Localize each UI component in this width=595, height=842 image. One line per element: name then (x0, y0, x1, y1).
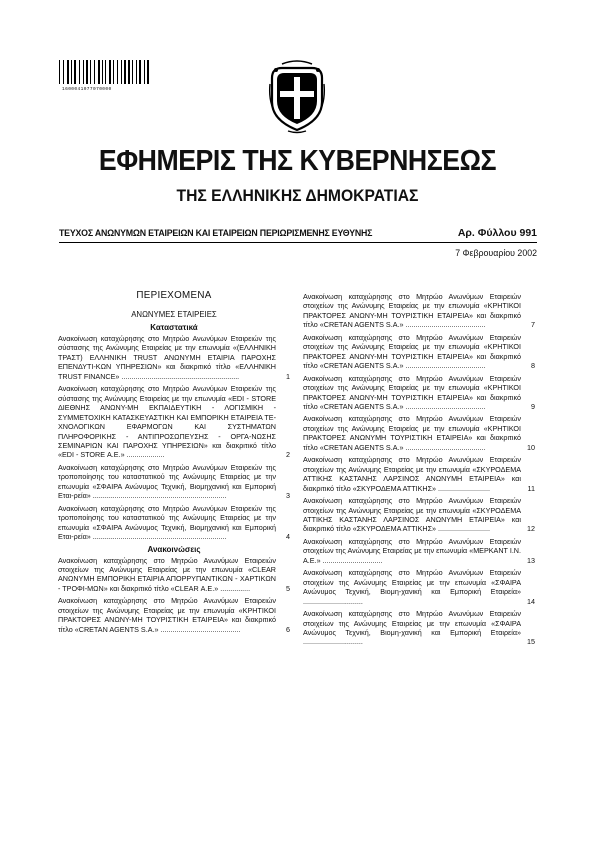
barcode-bar (76, 60, 77, 84)
barcode-bar (105, 60, 106, 84)
issue-bar (59, 228, 537, 243)
barcode-bar (94, 60, 95, 84)
barcode-bar (128, 60, 129, 84)
barcode-bar (134, 60, 135, 84)
toc-entry-text: Ανακοίνωση καταχώρησης στο Μητρώο Ανωνύμων Εταιρειών της σύστασης της Ανώνυμης Εταιρείας με την επωνυμία «EDI - STORE ΔΙΕΘΝΗΣ ΑΝΩΝΥ-ΜΗ ΕΚΠΑΙΔΕΥΤΙΚΗ - ΛΟΓΙΣΜΙΚΗ - ΣΥΜΜΕΤΟΧΙΚΗ ΚΑΤΑΣΚΕΥΑΣΤΙΚΗ ΚΑΙ ΕΜΠΟΡΙΚΗ ΕΤΑΙΡΕΙΑ ΤΕ-ΧΝΟΛΟΓΙΚΩΝ ΕΦΑΡΜΟΓΩΝ ΚΑΙ ΣΥΣΤΗΜΑΤΩΝ ΠΛΗΡΟΦΟΡΙΚΗΣ - ΑΝΤΙΠΡΟΣΩΠΕΥΣΗΣ - ΟΡΓΑ-ΝΩΣΗΣ ΣΕΜΙΝΑΡΙΩΝ ΚΑΙ ΠΑΡΟΧΗΣ ΥΠΗΡΕΣΙΩΝ» και διακριτικό τίτλο «EDI - STORE Α.Ε.» ................... (58, 384, 276, 460)
toc-entry-page: 12 (527, 524, 535, 534)
toc-entry (58, 556, 290, 594)
toc-list (303, 292, 535, 647)
toc-entry-page: 5 (286, 583, 290, 593)
toc-entry-page: 8 (531, 361, 535, 371)
barcode-bar (92, 60, 93, 84)
toc-entry (303, 455, 535, 493)
toc-entry-text: Ανακοίνωση καταχώρησης στο Μητρώο Ανωνύμων Εταιρειών στοιχείων της Ανώνυμης Εταιρείας με την επωνυμία «ΜΕΡΚΑΝΤ Ι.Ν. Α.Ε.» .............................. (303, 536, 521, 565)
barcode-number: 1600041077070000 (62, 87, 112, 92)
barcode-bar (100, 60, 101, 84)
toc-entry-page: 15 (527, 637, 535, 647)
toc-section-heading: ΑΝΩΝΥΜΕΣ ΕΤΑΙΡΕΙΕΣ (131, 310, 217, 319)
toc-entry (58, 334, 290, 381)
toc-entry-text: Ανακοίνωση καταχώρησης στο Μητρώο Ανωνύμων Εταιρειών στοιχείων της Ανώνυμης Εταιρείας με την επωνυμία «ΚΡΗΤΙΚΟΙ ΠΡΑΚΤΟΡΕΣ ΑΝΩΝΥ-ΜΗ ΤΟΥΡΙΣΤΙΚΗ ΕΤΑΙΡΕΙΑ» και διακριτικό τίτλο «CRETAN AGENTS S.A.» ........................................ (303, 292, 521, 330)
toc-entry-text: Ανακοίνωση καταχώρησης στο Μητρώο Ανωνύμων Εταιρειών στοιχείων της Ανώνυμης Εταιρείας με την επωνυμία «ΣΚΥΡΟΔΕΜΑ ΑΤΤΙΚΗΣ ΚΑΣΤΑΝΗΣ ΛΑΡΣΙΝΟΣ ΑΝΩΝΥΜΗ ΕΤΑΙΡΕΙΑ» και διακριτικό τίτλο «ΣΚΥΡΟΔΕΜΑ ΑΤΤΙΚΗΣ» .......................... (303, 455, 521, 493)
toc-entry (58, 384, 290, 460)
toc-entry-text: Ανακοίνωση καταχώρησης στο Μητρώο Ανωνύμων Εταιρειών στοιχείων της Ανώνυμης Εταιρείας με την επωνυμία «ΚΡΗΤΙΚΟΙ ΠΡΑΚΤΟΡΕΣ ΑΝΩΝΥ-ΜΗ ΤΟΥΡΙΣΤΙΚΗ ΕΤΑΙΡΕΙΑ» και διακριτικό τίτλο «CRETAN AGENTS S.A.» ........................................ (58, 596, 276, 634)
issue-date: 7 Φεβρουαρίου 2002 (455, 248, 537, 258)
toc-heading: ΠΕΡΙΕΧΟΜΕΝΑ (136, 290, 212, 301)
toc-entry-page: 14 (527, 596, 535, 606)
toc-entry-page: 7 (531, 320, 535, 330)
barcode-bar (74, 60, 75, 84)
toc-entry (303, 292, 535, 330)
toc-entry-text: Ανακοίνωση καταχώρησης στο Μητρώο Ανωνύμων Εταιρειών στοιχείων της Ανώνυμης Εταιρείας με την επωνυμία «CLEAR ΑΝΩΝΥΜΗ ΕΜΠΟΡΙΚΗ ΕΤΑΙΡΙΑ ΑΠΟΡΡΥΠΑΝΤΙΚΩΝ - ΧΑΡΤΙΚΩΝ - ΤΡΟΦΙ-ΜΩΝ» και διακριτικό τίτλο «CLEAR Α.Ε.» ............... (58, 555, 276, 593)
toc-entry (303, 374, 535, 412)
barcode-bar (64, 60, 65, 84)
barcode-bar (112, 60, 113, 84)
toc-entry-page: 2 (286, 450, 290, 460)
toc-entry (58, 504, 290, 542)
toc-entry-page: 4 (286, 532, 290, 542)
toc-entry-page: 11 (527, 483, 535, 493)
toc-entry-text: Ανακοίνωση καταχώρησης στο Μητρώο Ανωνύμων Εταιρειών στοιχείων της Ανώνυμης Εταιρείας με την επωνυμία «ΚΡΗΤΙΚΟΙ ΠΡΑΚΤΟΡΕΣ ΑΝΩΝΥ-ΜΗ ΤΟΥΡΙΣΤΙΚΗ ΕΤΑΙΡΕΙΑ» και διακριτικό τίτλο «CRETAN AGENTS S.A.» ........................................ (303, 373, 521, 411)
toc-entry-page: 6 (286, 624, 290, 634)
toc-entry (303, 568, 535, 606)
gazette-subtitle: ΤΗΣ ΕΛΛΗΝΙΚΗΣ ΔΗΜΟΚΡΑΤΙΑΣ (176, 187, 419, 205)
barcode-bar (150, 60, 151, 84)
toc-right-column (303, 292, 535, 650)
toc-entry-page: 1 (286, 371, 290, 381)
toc-entry (303, 414, 535, 452)
toc-entry (58, 596, 290, 634)
barcode (59, 60, 151, 84)
barcode-bar (147, 60, 148, 84)
toc-entry-text: Ανακοίνωση καταχώρησης στο Μητρώο Ανωνύμων Εταιρειών της σύστασης της Ανώνυμης Εταιρείας με την επωνυμία «(ΕΛΛΗΝΙΚΗ ΤΡΑΣΤ) ΕΛΛΗΝΙΚΗ TRUST ΑΝΩΝΥΜΗ ΕΤΑΙΡΙΑ ΠΑΡΟΧΗΣ ΕΠΕΝΔΥΤΙ-ΚΩΝ ΥΠΗΡΕΣΙΩΝ» και διακριτικό τίτλο «ΕΛΛΗΝΙΚΗ TRUST FINANCE» ........................................................... (58, 334, 276, 381)
toc-entry (303, 496, 535, 534)
barcode-bar (95, 60, 97, 84)
barcode-bar (117, 60, 118, 84)
toc-entry-text: Ανακοίνωση καταχώρησης στο Μητρώο Ανωνύμων Εταιρειών της τροποποίησης του καταστατικού της Ανώνυμης Εταιρείας με την επωνυμία «ΣΦΑΙΡΑ Ανώνυμος Τεχνική, Βιομηχανική και Εμπορική Εται-ρεία» ................................................................... (58, 503, 276, 542)
gazette-title: ΕΦΗΜΕΡΙΣ ΤΗΣ ΚΥΒΕΡΝΗΣΕΩΣ (98, 145, 497, 177)
barcode-bar (86, 60, 87, 84)
toc-entry-text: Ανακοίνωση καταχώρησης στο Μητρώο Ανωνύμων Εταιρειών στοιχείων της Ανώνυμης Εταιρείας με την επωνυμία «ΣΚΥΡΟΔΕΜΑ ΑΤΤΙΚΗΣ ΚΑΣΤΑΝΗΣ ΛΑΡΣΙΝΟΣ ΑΝΩΝΥΜΗ ΕΤΑΙΡΕΙΑ» και διακριτικό τίτλο «ΣΚΥΡΟΔΕΜΑ ΑΤΤΙΚΗΣ» .......................... (303, 496, 521, 534)
barcode-bar (59, 60, 60, 84)
toc-entry (303, 537, 535, 565)
toc-list (58, 334, 290, 542)
toc-entry-page: 3 (286, 491, 290, 501)
toc-entry-text: Ανακοίνωση καταχώρησης στο Μητρώο Ανωνύμων Εταιρειών στοιχείων της Ανώνυμης Εταιρείας με την επωνυμία «ΚΡΗΤΙΚΟΙ ΠΡΑΚΤΟΡΕΣ ΑΝΩΝΥΜΗ ΤΟΥΡΙΣΤΙΚΗ ΕΤΑΙΡΕΙΑ» και διακριτικό τίτλο «CRETAN AGENTS S.A.» ........................................ (303, 414, 521, 452)
toc-subsection-heading: Ανακοινώσεις (147, 544, 201, 554)
toc-subsection-heading: Καταστατικά (150, 323, 198, 332)
barcode-bar (80, 60, 82, 84)
barcode-bar (115, 60, 116, 84)
barcode-bar (124, 60, 126, 84)
barcode-bar (142, 60, 143, 84)
barcode-bar (146, 60, 147, 84)
issue-type: ΤΕΥΧΟΣ ΑΝΩΝΥΜΩΝ ΕΤΑΙΡΕΙΩΝ ΚΑΙ ΕΤΑΙΡΕΙΩΝ ΠΕΡΙΩΡΙΣΜΕΝΗΣ ΕΥΘΥΝΗΣ (59, 228, 373, 238)
toc-entry-page: 9 (531, 401, 535, 411)
toc-left-column (58, 290, 290, 637)
toc-list (58, 556, 290, 635)
barcode-bar (139, 60, 141, 84)
toc-entry-text: Ανακοίνωση καταχώρησης στο Μητρώο Ανωνύμων Εταιρειών στοιχείων της Ανώνυμης Εταιρείας με την επωνυμία «ΣΦΑΙΡΑ Ανώνυμος Τεχνική, Βιομη-χανική και Εμπορική Εταιρεία» .............................. (303, 568, 521, 606)
toc-entry-text: Ανακοίνωση καταχώρησης στο Μητρώο Ανωνύμων Εταιρειών στοιχείων της Ανώνυμης Εταιρείας με την επωνυμία «ΚΡΗΤΙΚΟΙ ΠΡΑΚΤΟΡΕΣ ΑΝΩΝΥ-ΜΗ ΤΟΥΡΙΣΤΙΚΗ ΕΤΑΙΡΕΙΑ» και διακριτικό τίτλο «CRETAN AGENTS S.A.» ........................................ (303, 332, 521, 371)
coat-of-arms-emblem (268, 60, 326, 134)
toc-entry-page: 13 (527, 555, 535, 565)
barcode-bar (88, 60, 89, 84)
barcode-bar (122, 60, 123, 84)
barcode-bar (83, 60, 84, 84)
barcode-bar (109, 60, 111, 84)
barcode-bar (71, 60, 72, 84)
issue-number: Αρ. Φύλλου 991 (457, 227, 537, 239)
toc-entry (303, 333, 535, 371)
toc-entry-text: Ανακοίνωση καταχώρησης στο Μητρώο Ανωνύμων Εταιρειών στοιχείων της Ανώνυμης Εταιρείας με την επωνυμία «ΣΦΑΙΡΑ Ανώνυμος Τεχνική, Βιομη-χανική και Εμπορική Εταιρεία» .............................. (303, 609, 521, 647)
toc-entry-text: Ανακοίνωση καταχώρησης στο Μητρώο Ανωνύμων Εταιρειών της τροποποίησης του καταστατικού της Ανώνυμης Εταιρείας με την επωνυμία «ΣΦΑΙΡΑ Ανώνυμος Τεχνική, Βιομηχανική και Εμπορική Εται-ρεία» ................................................................... (58, 462, 276, 501)
toc-entry-page: 10 (527, 442, 535, 452)
barcode-bar (98, 60, 99, 84)
barcode-bar (67, 60, 69, 84)
toc-entry (58, 463, 290, 501)
toc-entry (303, 609, 535, 647)
